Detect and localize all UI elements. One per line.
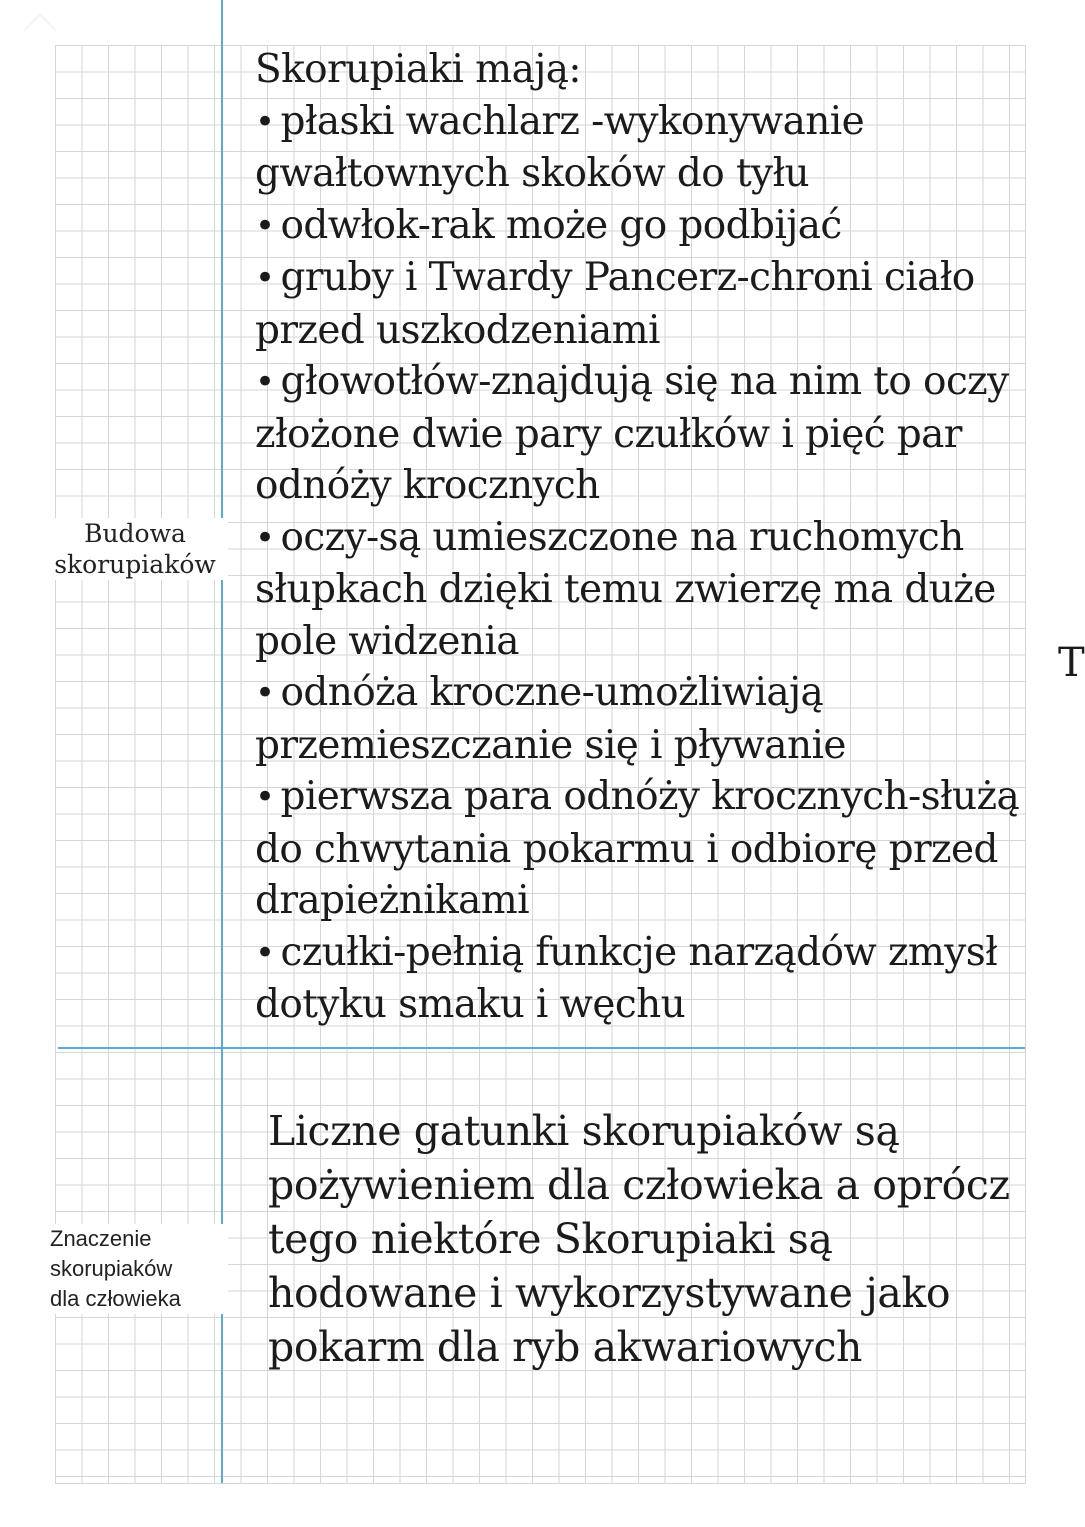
bullet-text: gruby i Twardy Pancerz-chroni ciało przed uszkodzeniami	[255, 255, 975, 353]
label-line: dla człowieka	[50, 1286, 181, 1311]
bullet-dot-icon: •	[255, 258, 275, 298]
bullet-text: płaski wachlarz -wykonywanie gwałtownych skoków do tyłu	[255, 98, 865, 196]
bullet-item	[255, 96, 1025, 200]
label-line: Znaczenie	[50, 1226, 152, 1251]
bullet-dot-icon: •	[255, 205, 275, 246]
bullet-item	[255, 927, 1025, 1031]
section-label-budowa	[42, 518, 228, 580]
bullet-dot-icon: •	[255, 101, 275, 142]
bullet-dot-icon: •	[255, 932, 275, 973]
bullet-item	[255, 356, 1025, 512]
bullet-text: czułki-pełnią funkcje narządów zmysł dotyku smaku i węchu	[255, 929, 998, 1027]
label-line: skorupiaków	[50, 1256, 173, 1281]
label-line: Budowa	[84, 519, 186, 548]
bullet-dot-icon: •	[255, 673, 275, 713]
bullet-item	[255, 771, 1025, 927]
label-line: skorupiaków	[54, 550, 216, 579]
section-label-znaczenie	[50, 1224, 228, 1314]
budowa-notes	[255, 44, 1025, 1031]
notes-heading: Skorupiaki mają:	[255, 47, 581, 92]
bullet-dot-icon: •	[255, 517, 275, 558]
bullet-dot-icon: •	[255, 777, 275, 817]
section-divider-line	[58, 1047, 1025, 1049]
bullet-text: pierwsza para odnóży krocznych-służą do chwytania pokarmu i odbiorę przed drapieżnikami	[255, 774, 1020, 923]
bullet-text: odwłok-rak może go podbijać	[280, 202, 842, 248]
bullet-text: głowotłów-znajdują się na nim to oczy złożone dwie pary czułków i pięć par odnóży krocznych	[255, 359, 1009, 508]
bullet-item	[255, 512, 1025, 668]
bullet-text: odnóża kroczne-umożliwiają przemieszczanie się i pływanie	[255, 670, 846, 768]
cut-off-edge-letter: T	[1058, 640, 1085, 686]
page-corner-mark	[23, 13, 57, 47]
bullet-item	[255, 200, 1025, 253]
bullet-dot-icon: •	[255, 362, 275, 402]
bullet-item	[255, 252, 1025, 356]
bullet-item	[255, 667, 1025, 771]
bullet-text: oczy-są umieszczone na ruchomych słupkach dzięki temu zwierzę ma duże pole widzenia	[255, 514, 996, 664]
znaczenie-notes: Liczne gatunki skorupiaków są pożywieniem dla człowieka a oprócz tego niektóre Skorupiaki są hodowane i wykorzystywane jako pokarm dla ryb akwariowych	[268, 1107, 1010, 1371]
